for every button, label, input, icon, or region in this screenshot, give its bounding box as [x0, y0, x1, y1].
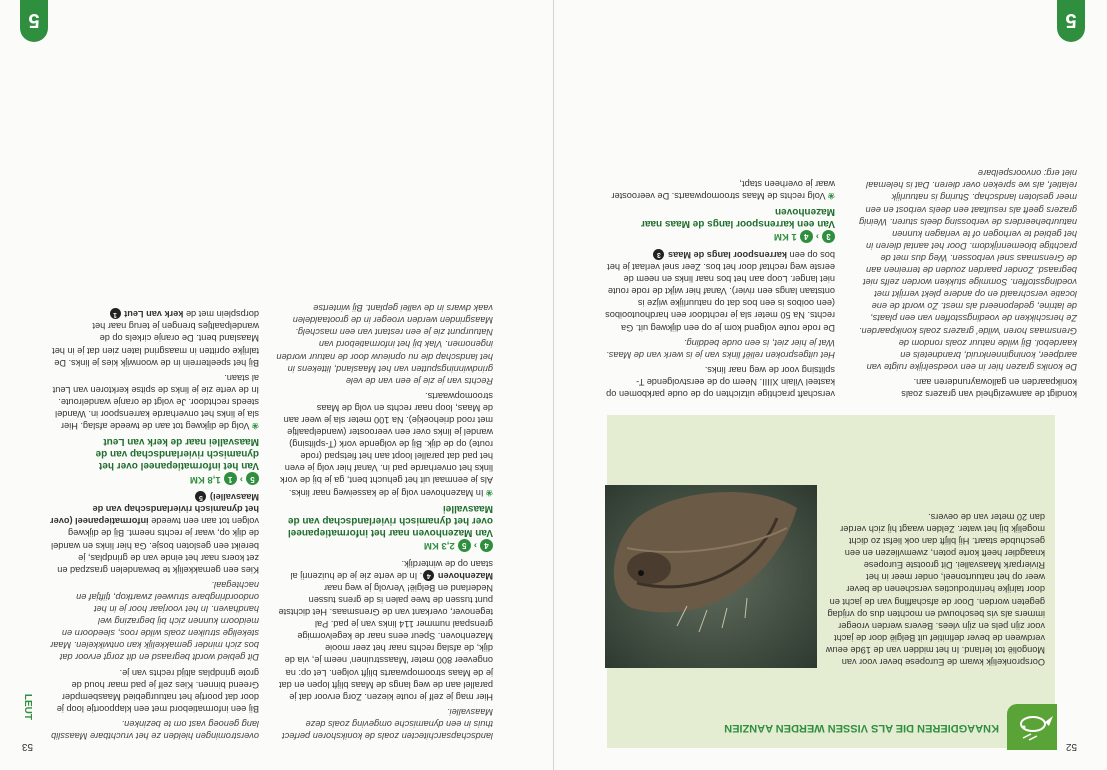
chevron-right-icon: ›: [815, 231, 819, 243]
page52-column-2: verschaft prachtige uitzichten op de oude parkbomen op kasteel Vilain XIIII. Neem op de eerstvolgende T-splitsing voor de weg naar links. Het uitgesproken reliëf links van je is werk van de Maas. Wat je hier ziet, is een oude bedding. De rode route volgend kom je op een dijkweg uit. Ga rechts. Na 50 meter sla je rechtdoor een hardhoutooibos (een ooibos is een bos dat op natuurlijke wijze is ontstaan langs een rivier). Vanaf hier wijkt de rode route niet langer. Loop aan het bos naar links en neem de eerste weg rechtaf door het bos. Zeer snel verlaat je het bos op een karrenspoor langs de Maas 3 3 › 4 1 KM Van een karrenspoor langs de Maas naar Mazenhoven ❀Volg rechts de Maas stroomopwaarts. De veerooster waar je overheen stapt,: [603, 175, 835, 400]
box-title: KNAAGDIEREN DIE ALS VISSEN WERDEN AANZIEN: [724, 722, 999, 734]
paw-icon: ❀: [827, 190, 835, 201]
waypoint-pin: 4: [423, 570, 434, 581]
page53-column-1: landschapsarchitecten zoals de konikshoren perfect thuis in een dynamische omgeving zoals deze Maasvallei. Hier mag je zelf je route kiezen. Zorg ervoor dat je parallel aan de weg langs de Maas blijft lopen en dat je de Maas stroomopwaarts blijft volgen. Let op: na ongeveer 800 meter 'Maasstruinen' neem je, via de dijk, de afslag rechts naar het zeer mooie Mazenhoven. Speur eens naar de kegelvormige grenspaal nummer 114 links van je pad. Pal tegenover, overkant van de Grensmaas. Het dichtste punt tussen de twee palen is de grens tussen Nederland en België! Vervolg je weg naar Mazenhoven 4. In de verte zie je de huizenrij al staan op de winterdijk. 4 › 5 2,3 KM Van Mazenhoven naar het informatiepaneel over het dynamisch rivierlandschap van de Maasvallei ❀In Mazenhoven volg je de kasseiweg naar links. Als je eenmaal uit het gehucht bent, ga je bij de vork links het onverharde pad in. Vanaf hier volg je even het pad dat parallel loopt aan het fietspad (rode route) op de dijk. Bij de volgende vork (T-splitsing) wandel je links over een veerooster (wandelpaaltje met rood driehoekje). Na 100 meter sla je weer aan de Maas, loop naar rechts en volg de Maas stroomopwaarts. Rechts van je zie je een van de vele grindwinningsputten van het Maasland, littekens in het landschap die nu opnieuw door de natuur worden ingenomen. Vlak bij het informatiebord van Natuurpunt zie je een restant van een maschelg. Maasgrinden werden vroeger in de grootaaldelen vaak dwars in de vallei geplant. Bij wintertse: [276, 303, 493, 741]
route-segment-header: 3 › 4 1 KM: [603, 230, 835, 243]
page-number: 53: [21, 741, 33, 752]
chapter-tab: 5: [20, 0, 48, 42]
page52-column-1: kondigt de aanwezigheid van grazers zoals konikpaarden en gallowayrunderen aan. De koniks grazen hier in een voedselrijke ruigte van aardpeer, koninginnenkruid, brandnetels en kaardebol. Bij wilde natuur zoals rondom de Grensmaas horen 'wilde' grazers zoals konikpaarden. Ze herschikken de voedingsstoffen van een plaats, de latrine, gedeponeerd als mest. Zo wordt de ene locatie verschraald en op andere plekt verrijkt met voedingsstoffen. Sommige stukken worden zelfs niet begraasd. Zonder paarden zouden de terreinen aan de Grensmaas snel verbossen. Weg dus met de prachtige bloemenrijkdom. Door het aantal dieren in het gebied te verhogen of te verlagen kunnen natuurbeheerders de verbossing deels sturen. Weinig grazers geeft als resultaat een deels verbost en een meer gesloten landschap. Sturing is natuurlijk relatief, als we spreken over dieren. Dat is helemaal niet erg: onvoorspelbare: [859, 168, 1077, 399]
waypoint-pin: 1: [110, 308, 121, 319]
page-52: [554, 0, 1107, 770]
chevron-right-icon: ›: [473, 540, 477, 552]
box-text: Oorspronkelijk kwam de Europese bever voor van Mongolië tot Ierland. In het midden van de 19de eeuw verdween de bever definitief uit België door de jacht voor zijn pels en zijn vlees. Bevers werden vroeger immers als vis beschouwd en mochten dus op vrijdag gegeten worden. Door de afschaffing van de jacht en door talrijke herintroducties verschenen de bever weer op het natuurtoneel, onder meer in het Rivierpark Maasvallei. Dit grootste Europese knaagdier heeft korte poten, zwemvliezen en een geschubde staart. Hij blijft dan ook liefst zo dicht mogelijk bij het water. Zelden waagt hij zich verder dan 20 meter van de oevers.: [825, 511, 1045, 667]
route-title: Van een karrenspoor langs de Maas naar Mazenhoven: [641, 205, 835, 229]
page-number: 52: [1065, 741, 1077, 752]
route-segment-header: 4 › 5 2,3 KM: [275, 539, 493, 552]
page-53: [0, 0, 553, 770]
chapter-tab: 5: [1057, 0, 1085, 42]
page53-column-2: overstromingen hielden ze het vruchtbare Maasslib lang genoeg vast om te bezinken. Bij een informatiebord met een klappoortje loop je door dat poortje het natuurgebied Maasbempder Greend binnen. Kies zelf je pad maar houd de grote grindplas altijd rechts van je. Dit gebied wordt begraasd en dit zorgt ervoor dat bos zich minder gemakkelijk kan ontwikkelen. Maar stekelige struiken zoals wilde roos, sleedoorn en meidoorn kunnen zich bij begrazing wel handhaven. In het voorjaar hoor je in het ondoordringbare struweel zwartkop, tjiftjaf en nachtegaal. Kies een gemakkelijk te bewandelen graszpad en zet koers naar het einde van de grindplas, je bereikt een gesloten bosje. Ga hier links en wandel de dijk op, waar je rechts neemt. Bij de dijkweg volgen tot aan een tweede informatiepaneel (over het dynamisch rivierlandschap van de Maasvallei) 5 5 › 1 1,8 KM Van het informatiepaneel over het dynamisch rivierlandschap van de Maasvallei naar de kerk van Leut ❀Volg de dijkweg tot aan de tweede afslag. Hier sla je links het onverharde karrenspoor in. Wandel steeds rechtdoor. Je volgt de oranje wandelroute. In de verte zie je links de spitse kerktoren van Leut al staan. Bij het speelterrein in de woonwijk kies je links. De talrijke opritten in maasgrind laten zien dat je in het Maasland bent. De oranje cirkels op de wandelpaaltjes brengen je terug naar het dorpsplein met de kerk van Leut 1: [50, 309, 259, 741]
beaver-photo: [605, 485, 817, 668]
beaver-icon: [1007, 704, 1057, 750]
route-title: Van het informatiepaneel over het dynamisch rivierlandschap van de Maasvallei naar de kerk van Leut: [95, 436, 259, 472]
route-title: Van Mazenhoven naar het informatiepaneel over het dynamisch rivierlandschap van de Maasvallei: [287, 502, 493, 538]
info-box: [607, 415, 1055, 748]
chevron-right-icon: ›: [239, 473, 243, 485]
box-tab: [1007, 704, 1057, 750]
route-segment-header: 5 › 1 1,8 KM: [49, 472, 259, 485]
paw-icon: ❀: [485, 487, 493, 498]
waypoint-pin: 5: [195, 491, 206, 502]
chapter-side-label: LEUT: [22, 693, 33, 720]
waypoint-pin: 3: [653, 249, 664, 260]
paw-icon: ❀: [251, 421, 259, 432]
